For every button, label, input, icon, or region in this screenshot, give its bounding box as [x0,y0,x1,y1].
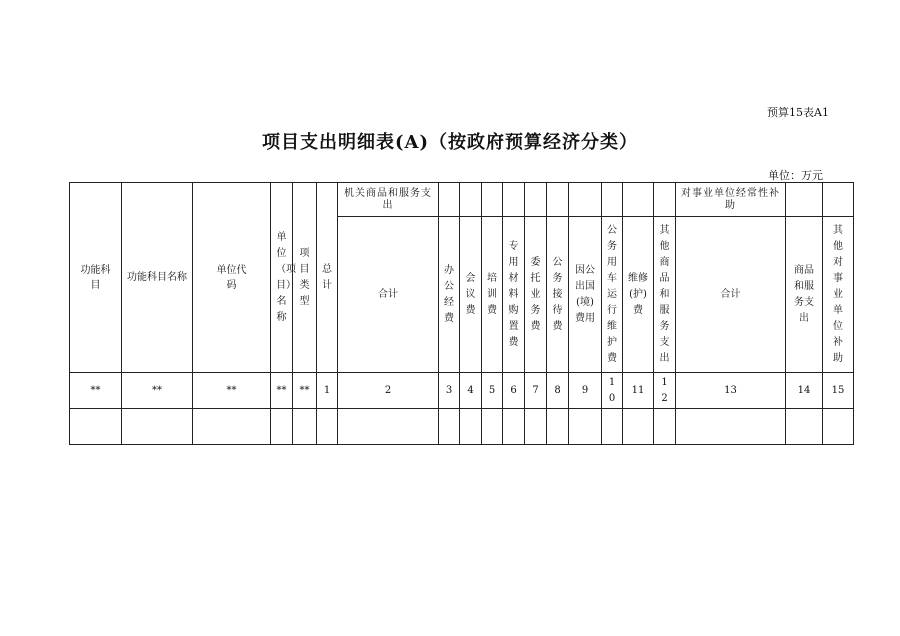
header-project-type: 项目类型 [293,183,317,373]
header-meeting-fee: 会议费 [460,217,482,373]
index-cell: 3 [439,373,460,409]
header-total: 总计 [317,183,338,373]
header-abroad-fee: 因公出国(境)费用 [569,217,602,373]
form-number: 预算15表A1 [767,106,829,119]
index-cell: 6 [503,373,525,409]
index-cell: 7 [525,373,547,409]
page-title: 项目支出明细表(A)（按政府预算经济分类） [262,132,638,153]
index-cell: 15 [823,373,854,409]
header-repair-fee: 维修(护)费 [623,217,654,373]
header-goods-services: 商品和服务支出 [786,217,823,373]
header-vehicle-fee: 公务用车运行维护费 [602,217,623,373]
header-func-subject-name: 功能科目名称 [122,183,193,373]
index-cell: 1 [317,373,338,409]
empty-data-row [70,409,854,445]
header-unit-code: 单位代码 [193,183,271,373]
index-cell: ** [293,373,317,409]
expenditure-table [69,182,854,445]
group-institution-subsidy: 对事业单位经常性补 助 [676,183,786,217]
unit-label: 单位：万元 [768,169,823,182]
header-reception-fee: 公务接待费 [547,217,569,373]
index-cell: 10 [602,373,623,409]
header-unit-project-name: 单位（项目）名称 [271,183,293,373]
index-cell: ** [193,373,271,409]
index-cell: 9 [569,373,602,409]
index-cell: 5 [482,373,503,409]
header-other-goods: 其他商品和服务支出 [654,217,676,373]
header-training-fee: 培训费 [482,217,503,373]
header-commission-fee: 委托业务费 [525,217,547,373]
header-func-subject: 功能科目 [70,183,122,373]
header-subsidy-total: 合计 [676,217,786,373]
header-office-expense: 办公经费 [439,217,460,373]
index-cell: ** [122,373,193,409]
index-cell: 14 [786,373,823,409]
group-org-goods-services: 机关商品和服务支 出 [338,183,439,217]
header-other-subsidy: 其他对事业单位补助 [823,217,854,373]
header-materials-fee: 专用材料购置费 [503,217,525,373]
index-cell: 12 [654,373,676,409]
index-cell: 8 [547,373,569,409]
index-cell: 4 [460,373,482,409]
index-row [70,373,854,409]
index-cell: 11 [623,373,654,409]
index-cell: 13 [676,373,786,409]
index-cell: 2 [338,373,439,409]
header-org-total: 合计 [338,217,439,373]
index-cell: ** [271,373,293,409]
index-cell: ** [70,373,122,409]
